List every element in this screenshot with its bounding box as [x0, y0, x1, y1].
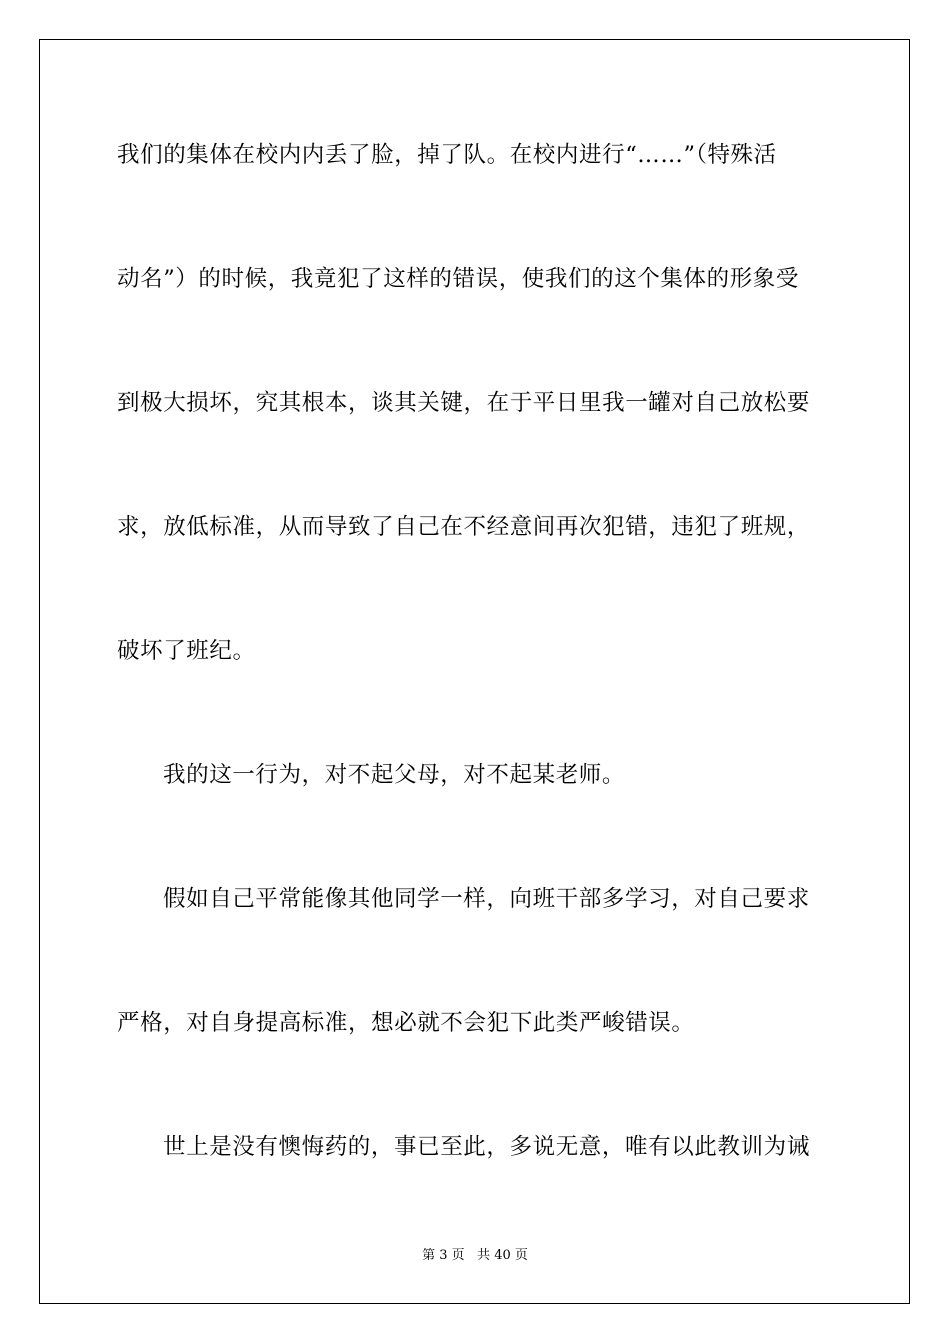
page-frame [39, 39, 910, 1304]
body-line-1: 我们的集体在校内内丢了脸，掉了队。在校内进行“……”（特殊活 [117, 142, 777, 168]
body-line-7: 假如自己平常能像其他同学一样，向班干部多学习，对自己要求 [163, 886, 810, 912]
body-line-4: 求，放低标准，从而导致了自己在不经意间再次犯错，违犯了班规， [117, 514, 811, 540]
page-number-footer: 第 3 页 共 40 页 [422, 1248, 528, 1263]
body-line-8: 严格，对自身提高标准，想必就不会犯下此类严峻错误。 [117, 1010, 695, 1036]
body-line-5: 破坏了班纪。 [117, 638, 256, 664]
body-line-6: 我的这一行为，对不起父母，对不起某老师。 [163, 762, 626, 788]
body-line-3: 到极大损坏，究其根本，谈其关键，在于平日里我一罐对自己放松要 [117, 390, 811, 416]
body-line-2: 动名”）的时候，我竟犯了这样的错误，使我们的这个集体的形象受 [117, 266, 800, 292]
body-line-9: 世上是没有懊悔药的，事已至此，多说无意，唯有以此教训为诫 [163, 1134, 810, 1160]
